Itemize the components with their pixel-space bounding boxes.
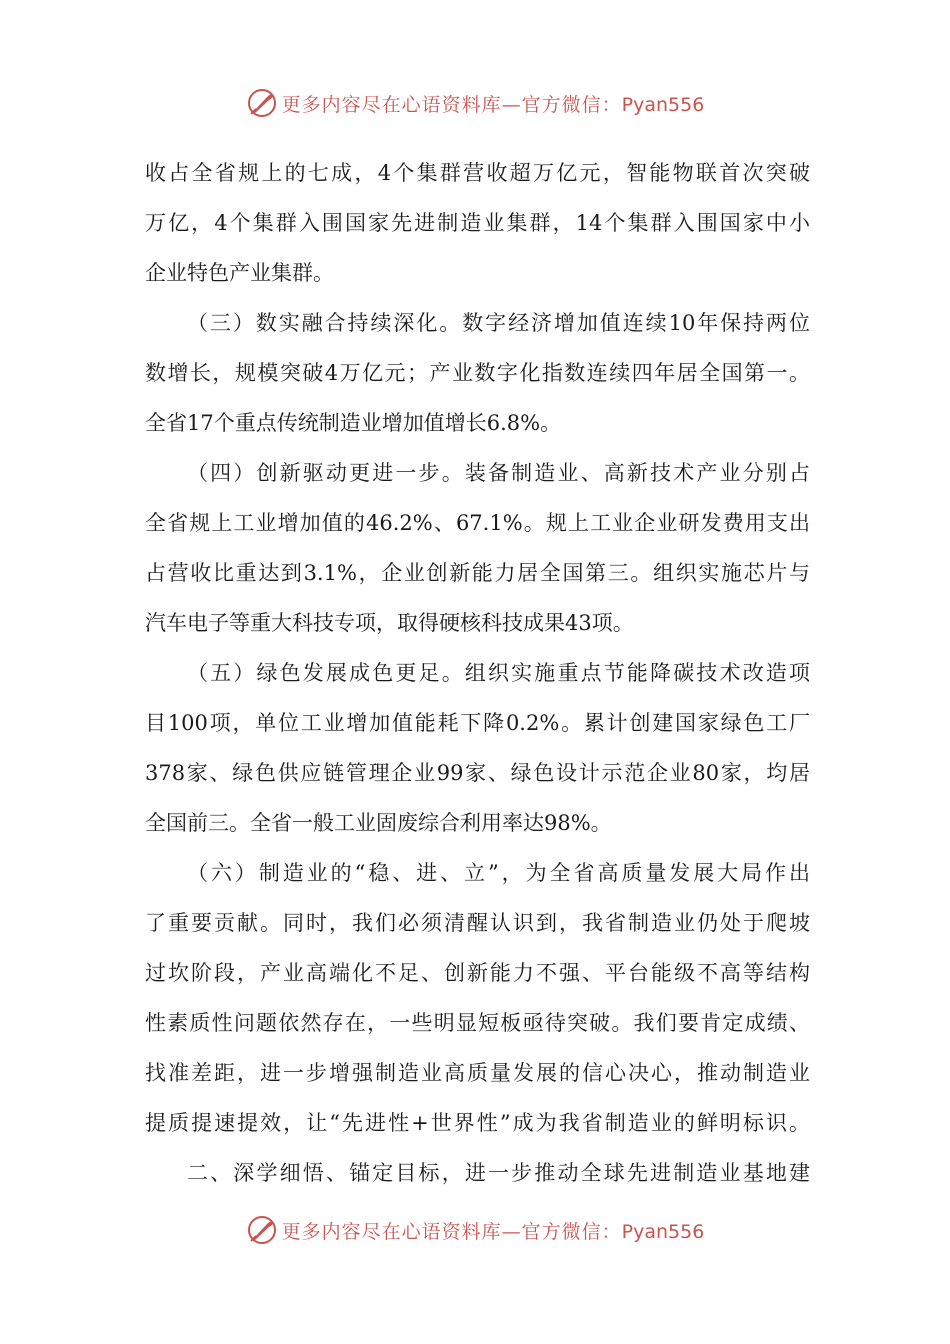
wechat-id: Pyan556 — [621, 93, 705, 116]
text-line: 目100项，单位工业增加值能耗下降0.2%。累计创建国家绿色工厂 — [145, 711, 810, 735]
footer-banner — [0, 1210, 950, 1250]
text-line: 企业特色产业集群。 — [145, 261, 334, 285]
text-line: 万亿，4个集群入围国家先进制造业集群，14个集群入围国家中小 — [145, 211, 810, 235]
document-body — [145, 148, 810, 1198]
text-line: （三）数实融合持续深化。数字经济增加值连续10年保持两位 — [187, 311, 810, 335]
text-line: 占营收比重达到3.1%，企业创新能力居全国第三。组织实施芯片与 — [145, 561, 810, 585]
text-line: 全省规上工业增加值的46.2%、67.1%。规上工业企业研发费用支出 — [145, 511, 810, 535]
text-line: 全国前三。全省一般工业固废综合利用率达98%。 — [145, 811, 612, 835]
banner-text: 更多内容尽在心语资料库—官方微信：Pyan556 — [281, 93, 705, 116]
text-line: 提质提速提效，让“先进性+世界性”成为我省制造业的鲜明标识。 — [145, 1111, 810, 1135]
text-line: 全省17个重点传统制造业增加值增长6.8%。 — [145, 411, 562, 435]
text-line: （六）制造业的“稳、进、立”，为全省高质量发展大局作出 — [187, 861, 810, 885]
quill-pen-icon — [246, 1214, 278, 1246]
header-banner — [0, 83, 950, 123]
text-line: 二、深学细悟、锚定目标，进一步推动全球先进制造业基地建 — [187, 1161, 810, 1185]
text-line: 了重要贡献。同时，我们必须清醒认识到，我省制造业仍处于爬坡 — [145, 911, 810, 935]
text-line: （五）绿色发展成色更足。组织实施重点节能降碳技术改造项 — [187, 661, 810, 685]
text-line: 过坎阶段，产业高端化不足、创新能力不强、平台能级不高等结构 — [145, 961, 810, 985]
text-line: 汽车电子等重大科技专项，取得硬核科技成果43项。 — [145, 611, 634, 635]
text-line: 378家、绿色供应链管理企业99家、绿色设计示范企业80家，均居 — [145, 761, 810, 785]
text-line: （四）创新驱动更进一步。装备制造业、高新技术产业分别占 — [187, 461, 810, 485]
wechat-id: Pyan556 — [621, 1220, 705, 1243]
banner-text: 更多内容尽在心语资料库—官方微信：Pyan556 — [281, 1220, 705, 1243]
text-line: 找准差距，进一步增强制造业高质量发展的信心决心，推动制造业 — [145, 1061, 810, 1085]
text-line: 收占全省规上的七成，4个集群营收超万亿元，智能物联首次突破 — [145, 161, 810, 185]
text-line: 性素质性问题依然存在，一些明显短板亟待突破。我们要肯定成绩、 — [145, 1011, 810, 1035]
quill-pen-icon — [246, 87, 278, 119]
text-line: 数增长，规模突破4万亿元；产业数字化指数连续四年居全国第一。 — [145, 361, 810, 385]
